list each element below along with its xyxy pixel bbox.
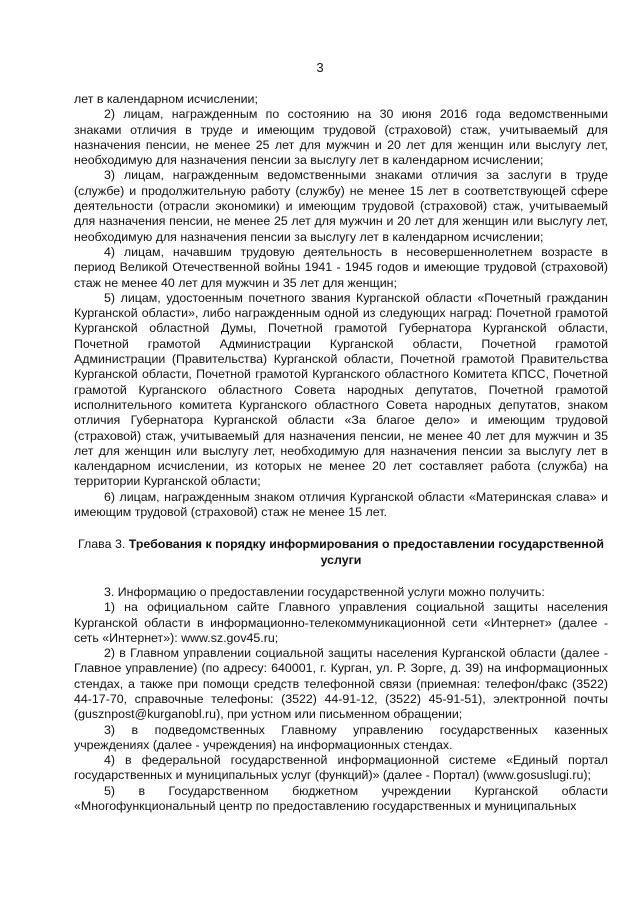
paragraph: 1) на официальном сайте Главного управления социальной защиты населения Курганской области в информационно-телекоммуникационной сети «Интернет» (далее - сеть «Интернет»): www.sz.gov45.ru;	[74, 600, 608, 645]
page-number: 3	[316, 60, 324, 75]
document-body	[74, 92, 608, 814]
chapter-title: Требования к порядку информирования о предоставлении государственной услуги	[128, 537, 604, 567]
paragraph: 3. Информацию о предоставлении государственной услуги можно получить:	[104, 584, 545, 599]
paragraph: 6) лицам, награжденным знаком отличия Курганской области «Материнская слава» и имеющим трудовой (страховой) стаж не менее 15 лет.	[74, 489, 608, 520]
paragraph: 5) в Государственном бюджетном учреждении Курганской области «Многофункциональный центр по предоставлению государственных и муниципальных	[74, 783, 608, 814]
chapter-heading	[74, 537, 608, 568]
paragraphs-after	[74, 585, 608, 814]
paragraph: 5) лицам, удостоенным почетного звания Курганской области «Почетный гражданин Курганской области», либо награжденным одной из следующих наград: Почетной грамотой Курганской областной Думы, Почетной грамотой Губернатора Курганской области, Почетной грамотой Администрации Курганской области, Почетной грамотой Администрации (Правительства) Курганской области, Почетной грамотой Правительства Курганской области, Почетной грамотой Курганского областного Комитета КПСС, Почетной грамотой Курганского областного Совета народных депутатов, Почетной грамотой исполнительного комитета Курганского областного Совета народных депутатов, знаком отличия Губернатора Курганской области «За благое дело» и имеющим трудовой (страховой) стаж, учитываемый для назначения пенсии, не менее 40 лет для мужчин и 35 лет для женщин или выслугу лет, необходимую для назначения пенсии за выслугу лет в календарном исчислении, из которых не менее 20 лет составляет работа (служба) на территории Курганской области;	[74, 290, 608, 489]
paragraphs-before	[74, 92, 608, 520]
paragraph: 2) в Главном управлении социальной защиты населения Курганской области (далее - Главное управление) (по адресу: 640001, г. Курган, ул. Р. Зорге, д. 39) на информационных стендах, а также при помощи средств телефонной связи (приемная: телефон/факс (3522) 44-17-70, справочные телефоны: (3522) 44-91-12, (3522) 45-91-51), электронной почты (gusznpost@kurganobl.ru), при устном или письменном обращении;	[74, 646, 608, 722]
paragraph: 4) лицам, начавшим трудовую деятельность в несовершеннолетнем возрасте в период Великой Отечественной войны 1941 - 1945 годов и имеющие трудовой (страховой) стаж не менее 40 лет для мужчин и 35 лет для женщин;	[74, 244, 608, 290]
paragraph: 3) в подведомственных Главному управлению государственных казенных учреждениях (далее - учреждения) на информационных стендах.	[74, 722, 608, 752]
paragraph: 4) в федеральной государственной информационной системе «Единый портал государственных и муниципальных услуг (функций)» (далее - Портал) (www.gosuslugi.ru);	[74, 753, 608, 783]
paragraph: 2) лицам, награжденным по состоянию на 30 июня 2016 года ведомственными знаками отличия в труде и имеющим трудовой (страховой) стаж, учитываемый для назначения пенсии, не менее 25 лет для мужчин и 20 лет для женщин или выслугу лет, необходимую для назначения пенсии за выслугу лет в календарном исчислении;	[74, 107, 608, 168]
paragraph: лет в календарном исчислении;	[74, 92, 258, 106]
chapter-prefix: Глава 3.	[78, 537, 129, 552]
paragraph: 3) лицам, награжденным ведомственными знаками отличия за заслуги в труде (службе) и продолжительную работу (службу) не менее 15 лет в соответствующей сфере деятельности (отрасли экономики) и имеющим трудовой (страховой) стаж, учитываемый для назначения пенсии, не менее 25 лет для мужчин и 20 лет для женщин или выслугу лет, необходимую для назначения пенсии за выслугу лет в календарном исчислении;	[74, 168, 608, 244]
